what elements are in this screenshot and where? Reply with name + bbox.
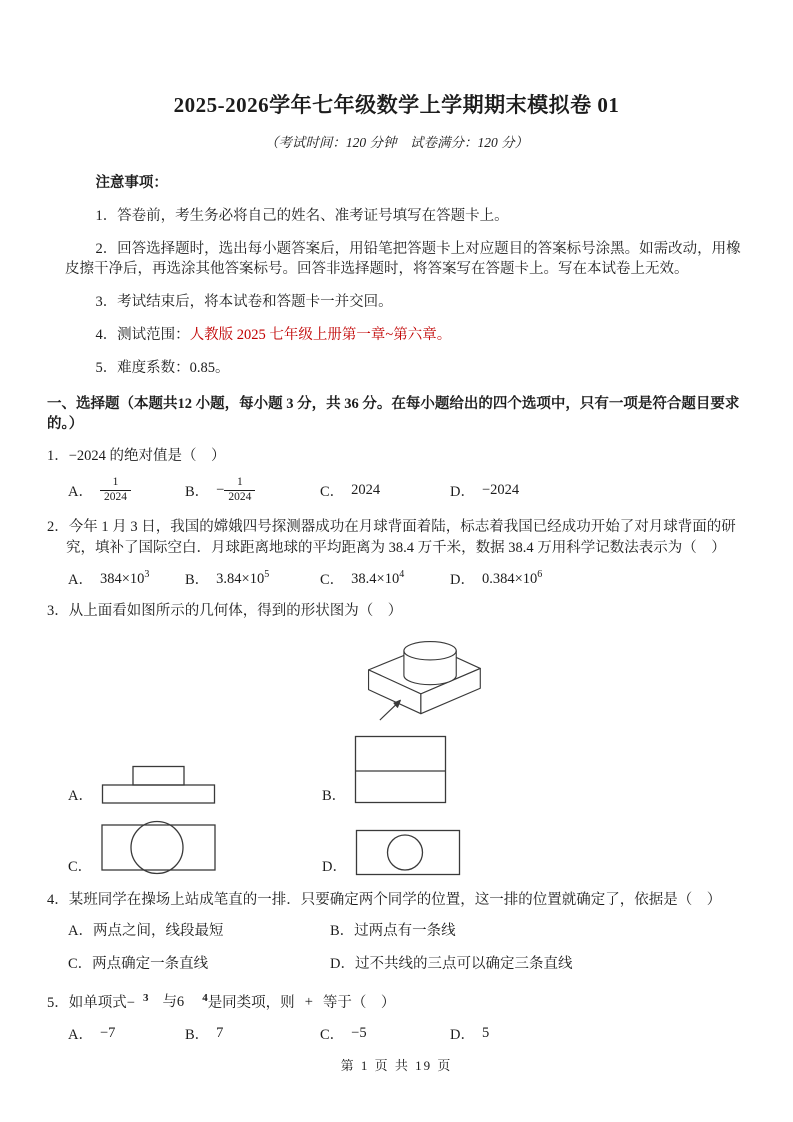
- q2-option-d-text: $0.384\times 10^6$: [481, 568, 543, 587]
- q5-stem-part-2: 与6: [162, 994, 185, 1011]
- q1-option-b-sign: −: [216, 481, 225, 498]
- q5-stem-part-5: 等于（ ）: [322, 994, 396, 1011]
- question-5-stem: [47, 988, 746, 1014]
- q5-option-c-text: −5: [351, 1025, 367, 1042]
- q4-option-d-text: 过不共线的三点可以确定三条直线: [354, 955, 573, 972]
- q5-option-b-label: B．: [185, 1027, 210, 1044]
- q5-option-b: [185, 1023, 320, 1044]
- question-3-stem: 3．从上面看如图所示的几何体，得到的形状图为（ ）: [47, 602, 403, 619]
- q5-option-d-text: 5: [481, 1025, 490, 1042]
- question-2-options: [68, 568, 746, 589]
- q3-option-d-figure: [355, 829, 461, 876]
- q5-option-a-text: −7: [99, 1025, 116, 1042]
- page-number-footer: 第 1 页 共 19 页: [340, 1058, 453, 1074]
- q2-option-b-label: B．: [185, 571, 210, 588]
- q1-a-numerator: 1: [112, 476, 119, 488]
- q5-stem-part-1: 5．如单项式−: [47, 994, 135, 1011]
- exam-info-subtitle: （考试时间：120 分钟 试卷满分：120 分）: [264, 135, 529, 150]
- q4-option-b-label: B．: [330, 922, 355, 939]
- notice-item-4: [65, 325, 746, 345]
- q4-option-c-label: C．: [68, 955, 93, 972]
- q1-option-d-label: D．: [450, 483, 475, 500]
- q3-solid-figure: [355, 626, 746, 725]
- q5-option-b-text: 7: [216, 1025, 224, 1042]
- q1-option-c: [320, 480, 450, 501]
- q3-option-a-figure: [101, 765, 217, 805]
- question-4-stem: 4．某班同学在操场上站成笔直的一排．只要确定两个同学的位置，这一排的位置就确定了，依据是（ ）: [47, 891, 722, 908]
- q1-b-denominator: 2024: [224, 490, 255, 505]
- page-title: 2025-2026学年七年级数学上学期期末模拟卷 01: [173, 93, 620, 117]
- q1-option-a-fraction: [100, 476, 131, 505]
- q2-option-c: [320, 568, 450, 589]
- q5-option-a-label: A．: [68, 1027, 93, 1044]
- q4-option-d: [330, 954, 572, 974]
- q3-option-c: [68, 819, 322, 876]
- q2-option-c-label: C．: [320, 571, 345, 588]
- q3-option-c-figure: [100, 819, 218, 876]
- notice-item-2: 2．回答选择题时，选出每小题答案后，用铅笔把答题卡上对应题目的答案标号涂黑。如需改动，用橡皮擦干净后，再选涂其他答案标号。回答非选择题时，将答案写在答题卡上。写在本试卷上无效。: [65, 241, 741, 277]
- q1-option-b-fraction: [224, 476, 255, 505]
- notice-heading: 注意事项：: [95, 175, 168, 191]
- q1-option-c-label: C．: [320, 483, 345, 500]
- q5-exponent-4: 4: [202, 991, 208, 1004]
- q2-option-a-label: A．: [68, 571, 93, 588]
- question-5-options: [68, 1023, 746, 1044]
- q4-option-a: [68, 921, 330, 941]
- q5-option-d-label: D．: [450, 1027, 475, 1044]
- q5-option-a: [68, 1023, 185, 1044]
- notice-item-4-prefix: 4．测试范围：: [95, 327, 190, 343]
- notice-item-3: 3．考试结束后，将本试卷和答题卡一并交回。: [95, 294, 393, 310]
- q5-exponent-3: 3: [142, 991, 149, 1004]
- question-1-stem: 1．−2024 的绝对值是（ ）: [47, 448, 226, 464]
- q1-option-c-text: 2024: [351, 481, 381, 498]
- q1-option-d: [450, 480, 519, 501]
- question-1-options: [68, 476, 746, 505]
- q1-b-numerator: 1: [236, 476, 243, 488]
- q5-stem-part-3: 是同类项，则: [207, 994, 295, 1011]
- q5-option-c: [320, 1023, 450, 1044]
- question-4-options-row-1: [68, 921, 746, 941]
- q3-option-d-label: D．: [322, 858, 347, 875]
- q3-option-b: [322, 735, 448, 805]
- question-2-stem: 2．今年 1 月 3 日，我国的嫦娥四号探测器成功在月球背面着陆，标志着我国已经成功开始了对月球背面的研究，填补了国际空白．月球距离地球的平均距离为 38.4 万千米，数据 38.4 万用科学记数法表示为（ ）: [47, 518, 736, 556]
- q4-option-d-label: D．: [330, 955, 355, 972]
- q1-option-a-label: A．: [68, 483, 93, 500]
- q4-option-b: [330, 921, 456, 941]
- q1-a-denominator: 2024: [100, 490, 131, 505]
- q4-option-b-text: 过两点有一条线: [354, 922, 456, 939]
- notice-item-5: 5．难度系数：0.85。: [95, 360, 230, 376]
- q3-options-row-1: [68, 735, 746, 805]
- q1-option-b: [185, 476, 320, 505]
- notice-section: [65, 173, 746, 378]
- q4-option-c: [68, 954, 330, 974]
- q3-option-b-figure: [354, 735, 448, 805]
- q3-option-d: [322, 829, 461, 876]
- q2-option-b-text: $3.84\times 10^5$: [216, 568, 270, 587]
- q3-option-b-label: B．: [322, 787, 347, 804]
- q5-plus-sign: +: [304, 994, 313, 1011]
- q2-option-d: [450, 568, 542, 589]
- q1-option-a: [68, 476, 185, 505]
- q5-option-c-label: C．: [320, 1027, 345, 1044]
- cuboid-cylinder-3d-figure: [355, 626, 491, 725]
- q1-option-d-text: −2024: [481, 481, 520, 498]
- q4-option-a-text: 两点之间，线段最短: [92, 922, 224, 939]
- q3-option-a-label: A．: [68, 787, 93, 804]
- q1-option-b-label: B．: [185, 483, 210, 500]
- notice-item-4-scope-highlight: 人教版 2025 七年级上册第一章~第六章。: [189, 327, 452, 343]
- section-1-heading: 一、选择题（本题共12 小题，每小题 3 分，共 36 分。在每小题给出的四个选项中，只有一项是符合题目要求的。）: [47, 396, 740, 432]
- q4-option-c-text: 两点确定一条直线: [92, 955, 209, 972]
- q5-option-d: [450, 1023, 489, 1044]
- q2-option-a-text: $384\times 10^3$: [99, 568, 150, 587]
- notice-item-1: 1．答卷前，考生务必将自己的姓名、准考证号填写在答题卡上。: [95, 208, 509, 224]
- q2-option-b: [185, 568, 320, 589]
- q3-option-a: [68, 765, 322, 805]
- q2-option-c-text: $38.4\times 10^4$: [351, 568, 405, 587]
- q2-option-d-label: D．: [450, 571, 475, 588]
- q3-options-row-2: [68, 819, 746, 876]
- q4-option-a-label: A．: [68, 922, 93, 939]
- q2-option-a: [68, 568, 185, 589]
- question-4-options-row-2: [68, 954, 746, 974]
- q3-option-c-label: C．: [68, 858, 93, 875]
